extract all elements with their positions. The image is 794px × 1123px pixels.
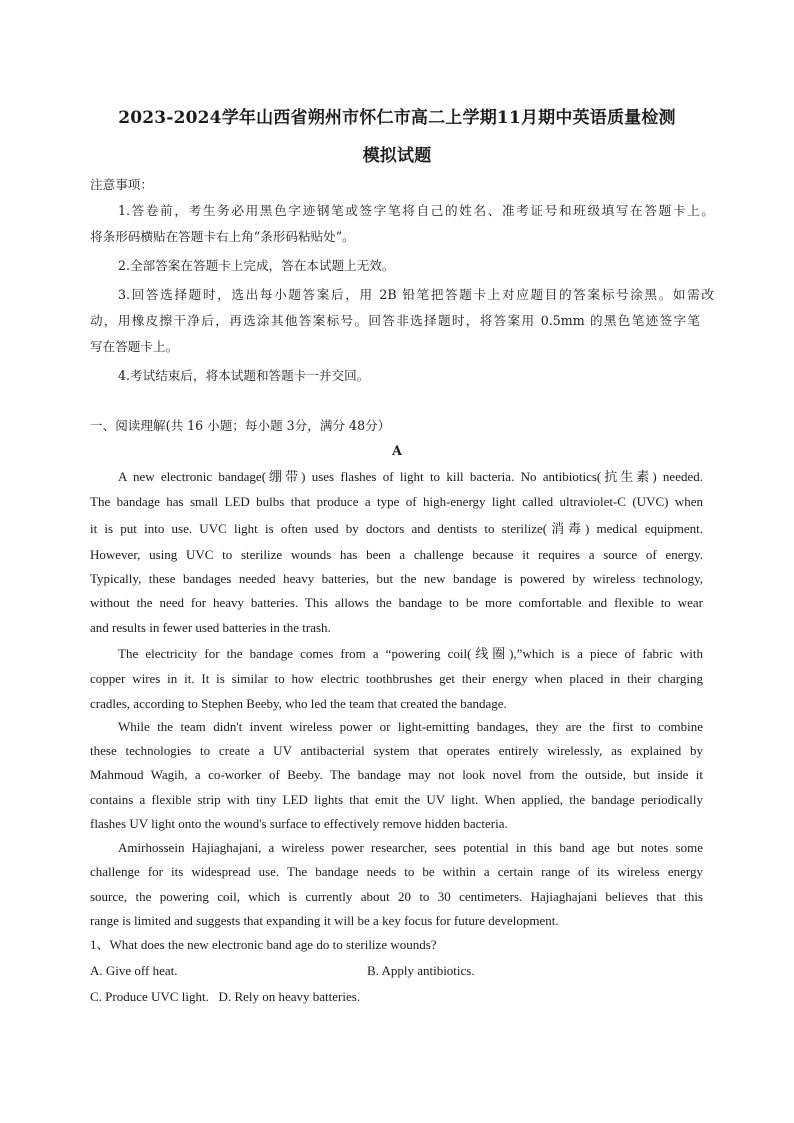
section-heading: 一、阅读理解(共 16 小题；每小题 3分，满分 48分） — [90, 418, 391, 433]
passage-label: A — [392, 443, 402, 458]
passage-line: and results in fewer used batteries in the trash. — [90, 620, 331, 635]
page-title: 2023-2024学年山西省朔州市怀仁市高二上学期11月期中英语质量检测 — [118, 108, 676, 128]
notice-line: 动，用橡皮擦干净后，再选涂其他答案标号。回答非选择题时，将答案用 0.5mm 的黑色笔迹签字笔 — [90, 313, 700, 328]
option-b: B. Apply antibiotics. — [367, 963, 475, 978]
passage-line: Amirhossein Hajiaghajani, a wireless power researcher, sees potential in this band age but notes some — [118, 840, 703, 855]
notice-line: 将条形码横贴在答题卡右上角“条形码粘贴处”。 — [90, 229, 355, 244]
notice-line: 2.全部答案在答题卡上完成，答在本试题上无效。 — [118, 258, 395, 273]
passage-line: it is put into use. UVC light is often used by doctors and dentists to sterilize(消毒) medical equipment. — [90, 521, 703, 536]
passage-line: The electricity for the bandage comes from a “powering coil(线圈),”which is a piece of fabric with — [118, 646, 703, 661]
passage-line: source, the powering coil, which is currently about 20 to 30 centimeters. Hajiaghajani believes that this — [90, 889, 703, 904]
notice-heading: 注意事项： — [90, 177, 153, 192]
page-subtitle: 模拟试题 — [362, 146, 432, 166]
notice-line: 4.考试结束后，将本试题和答题卡一并交回。 — [118, 368, 370, 383]
passage-line: copper wires in it. It is similar to how electric toothbrushes get their energy when placed in their charging — [90, 671, 703, 686]
passage-line: cradles, according to Stephen Beeby, who led the team that created the bandage. — [90, 696, 507, 711]
passage-line: range is limited and suggests that expanding it will be a key focus for future development. — [90, 913, 559, 928]
passage-line: challenge for its widespread use. The bandage needs to be within a certain range of its wireless energy — [90, 864, 703, 879]
passage-line: A new electronic bandage(绷带) uses flashes of light to kill bacteria. No antibiotics(抗生素) needed. — [118, 469, 703, 484]
passage-line: Mahmoud Wagih, a co-worker of Beeby. The bandage may not look novel from the outside, but inside it — [90, 767, 703, 782]
passage-line: While the team didn't invent wireless power or light-emitting bandages, they are the first to combine — [118, 719, 703, 734]
passage-line: Typically, these bandages needed heavy batteries, but the new bandage is powered by wireless technology, — [90, 571, 703, 586]
notice-line: 写在答题卡上。 — [90, 339, 179, 354]
notice-line: 1.答卷前，考生务必用黑色字迹钢笔或签字笔将自己的姓名、准考证号和班级填写在答题卡上。 — [118, 203, 714, 218]
option-cd: C. Produce UVC light. D. Rely on heavy batteries. — [90, 989, 361, 1004]
passage-line: flashes UV light onto the wound's surface to effectively remove hidden bacteria. — [90, 816, 508, 831]
passage-line: without the need for heavy batteries. This allows the bandage to be more comfortable and flexible to wear — [90, 595, 703, 610]
notice-line: 3.回答选择题时，选出每小题答案后，用 2B 铅笔把答题卡上对应题目的答案标号涂黑。如需改 — [118, 287, 714, 302]
question-stem: 1、What does the new electronic band age do to sterilize wounds? — [90, 937, 437, 952]
passage-line: However, using UVC to sterilize wounds has been a challenge because it requires a source of energy. — [90, 547, 703, 562]
option-a: A. Give off heat. — [90, 963, 178, 978]
passage-line: contains a flexible strip with tiny LED lights that emit the UV light. When applied, the bandage periodically — [90, 792, 703, 807]
passage-line: The bandage has small LED bulbs that produce a type of high-energy light called ultraviolet-C (UVC) when — [90, 494, 703, 509]
passage-line: these technologies to create a UV antibacterial system that operates entirely wirelessly, as explained by — [90, 743, 703, 758]
